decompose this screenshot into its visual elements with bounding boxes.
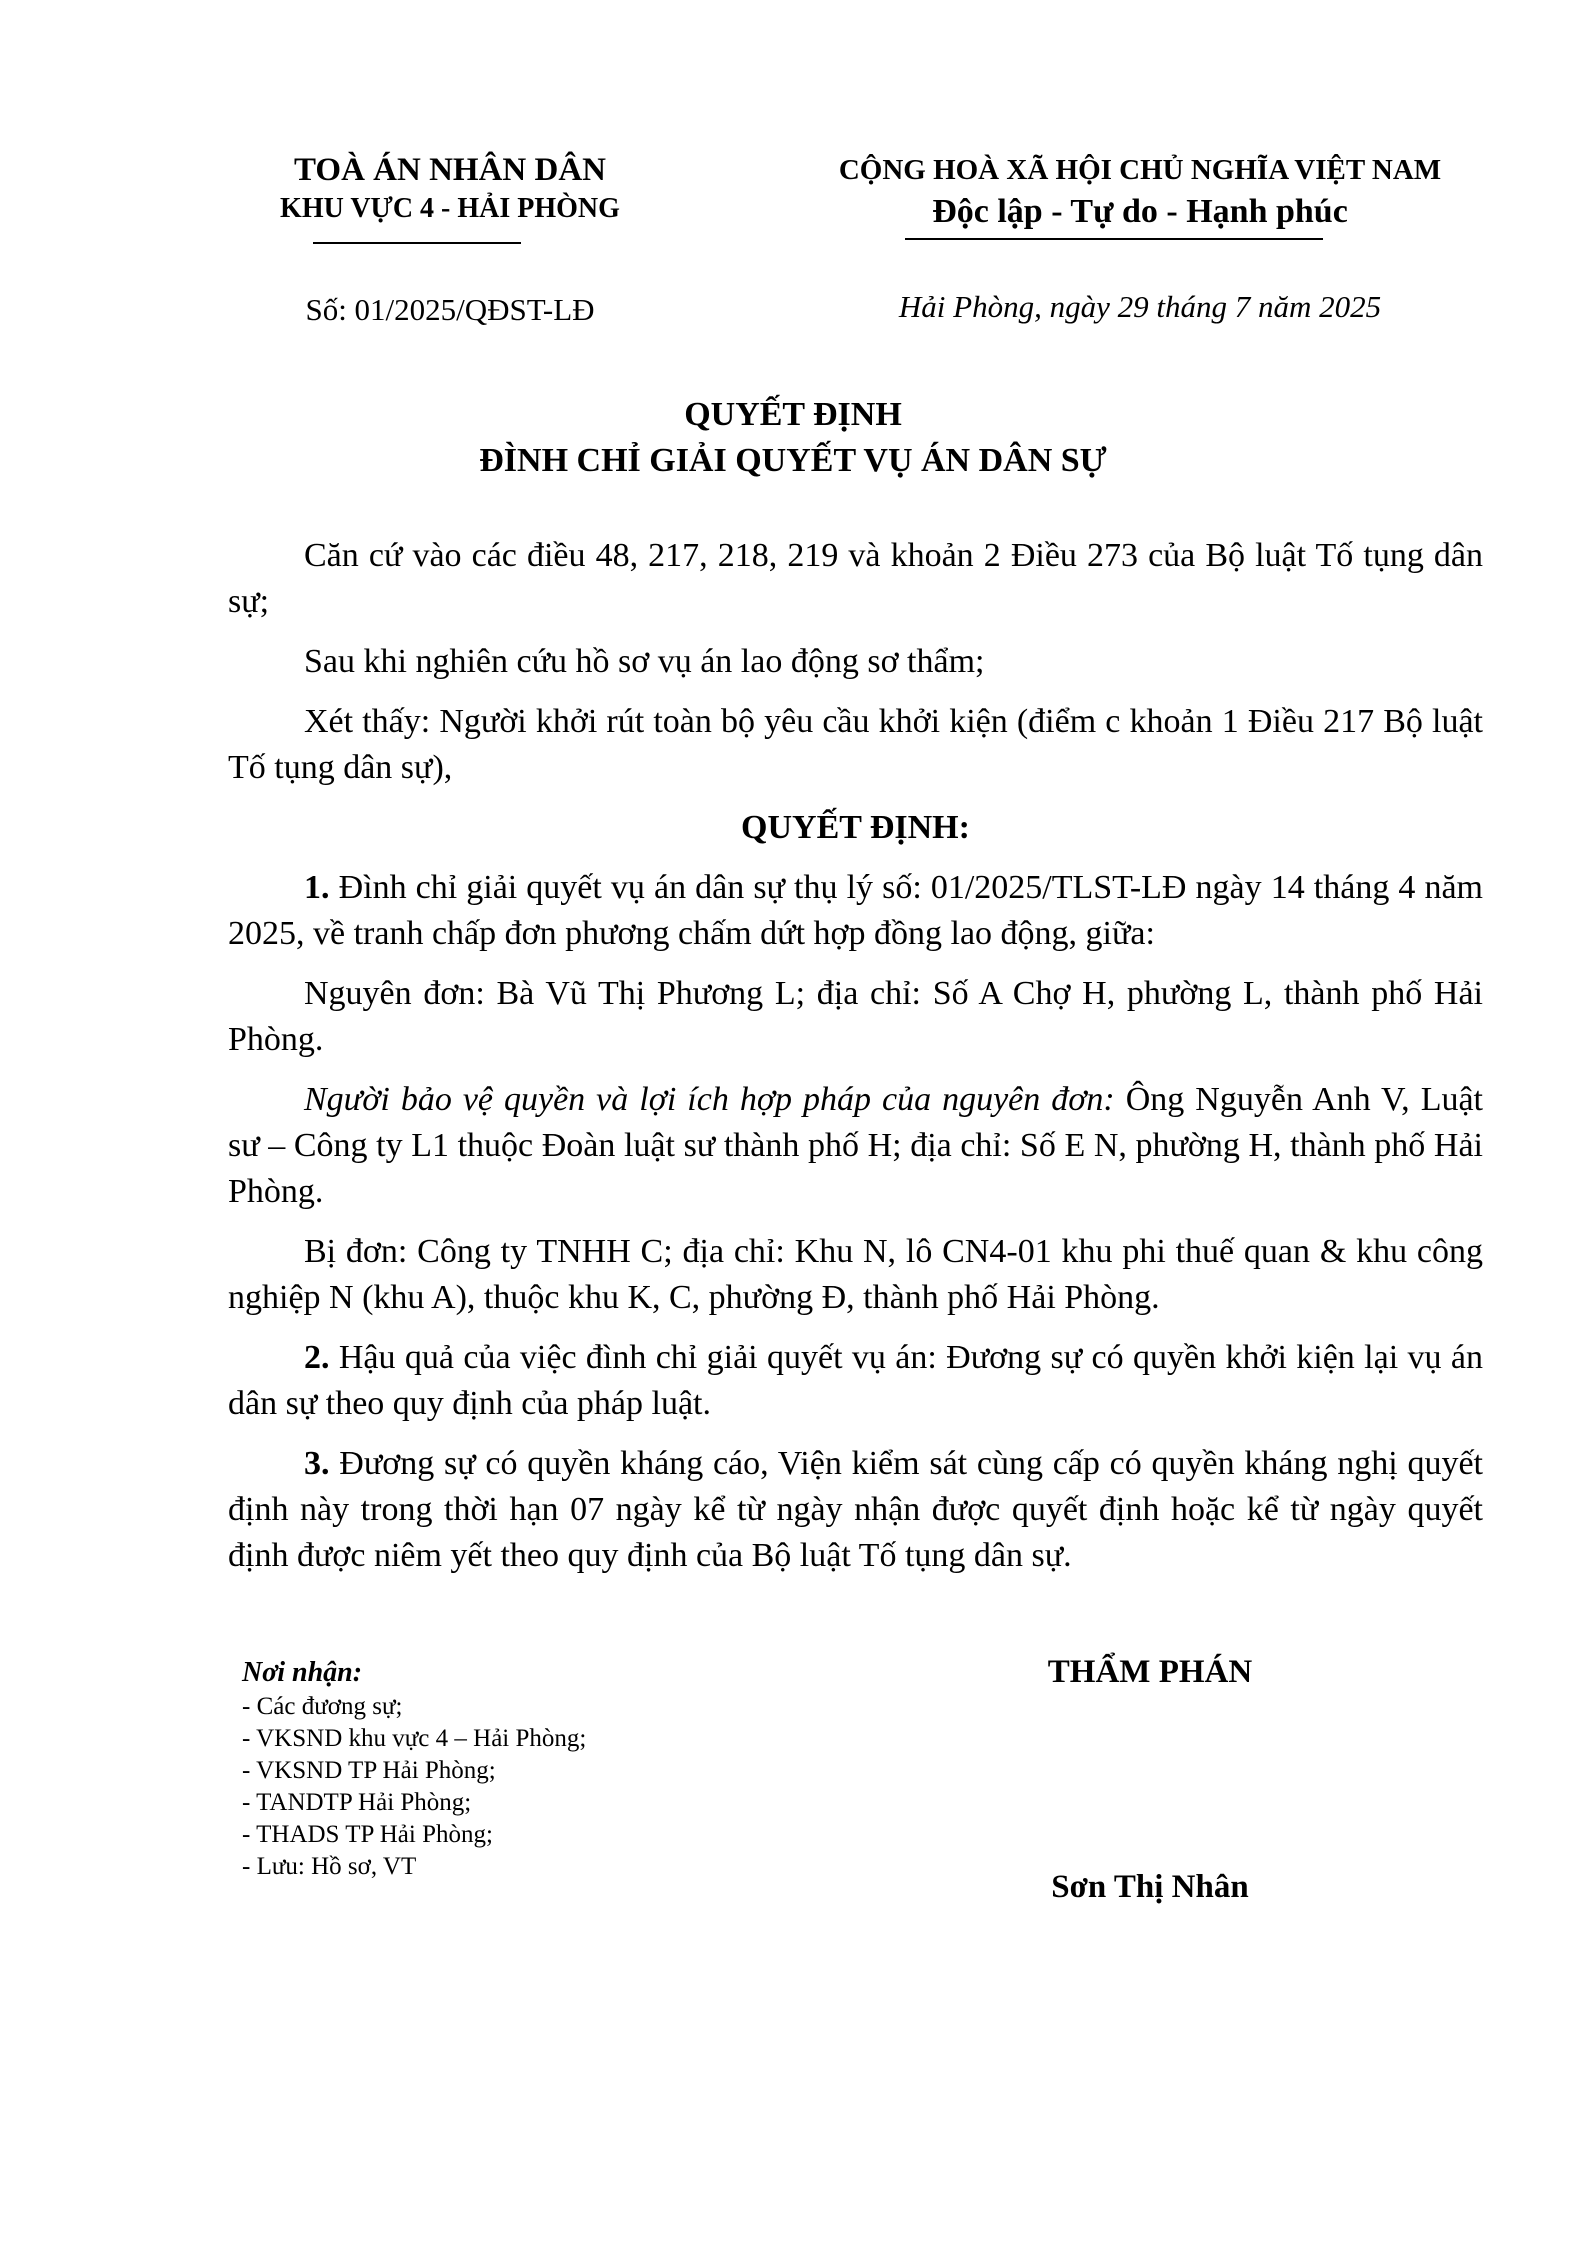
decision-item-1: [228, 865, 1483, 957]
document-number: Số: 01/2025/QĐST-LĐ: [305, 292, 595, 327]
recipient-item: - Lưu: Hồ sơ, VT: [242, 1853, 417, 1880]
motto-underline: [905, 238, 1323, 240]
recipients-list: [242, 1691, 802, 1883]
item-1-text: Đình chỉ giải quyết vụ án dân sự thụ lý số: 01/2025/TLST-LĐ ngày 14 tháng 4 năm 2025, về tranh chấp đơn phương chấm dứt hợp đồng lao động, giữa:: [228, 869, 1483, 952]
protector-paragraph: [228, 1077, 1483, 1215]
decision-item-2: [228, 1335, 1483, 1427]
recipient-item: - TANDTP Hải Phòng;: [242, 1789, 472, 1816]
legal-basis-paragraph: Căn cứ vào các điều 48, 217, 218, 219 và khoản 2 Điều 273 của Bộ luật Tố tụng dân sự;: [228, 537, 1483, 620]
court-name: TOÀ ÁN NHÂN DÂN: [294, 152, 606, 188]
document-body: [228, 533, 1483, 1593]
protector-text: Ông Nguyễn Anh V, Luật sư – Công ty L1 thuộc Đoàn luật sư thành phố H; địa chỉ: Số E N, phường H, thành phố Hải Phòng.: [228, 1081, 1483, 1210]
judge-title: THẨM PHÁN: [1047, 1654, 1253, 1690]
decision-heading: QUYẾT ĐỊNH:: [741, 809, 970, 846]
finding-paragraph: Xét thấy: Người khởi rút toàn bộ yêu cầu khởi kiện (điểm c khoản 1 Điều 217 Bộ luật Tố tụng dân sự),: [228, 703, 1483, 786]
defendant-paragraph: Bị đơn: Công ty TNHH C; địa chỉ: Khu N, lô CN4-01 khu phi thuế quan & khu công nghiệp N (khu A), thuộc khu K, C, phường Đ, thành phố Hải Phòng.: [228, 1233, 1483, 1316]
item-3-text: Đương sự có quyền kháng cáo, Viện kiểm sát cùng cấp có quyền kháng nghị quyết định này trong thời hạn 07 ngày kể từ ngày nhận được quyết định hoặc kể từ ngày quyết định được niêm yết theo quy định của Bộ luật Tố tụng dân sự.: [228, 1445, 1483, 1574]
item-2-text: Hậu quả của việc đình chỉ giải quyết vụ án: Đương sự có quyền khởi kiện lại vụ án dân sự theo quy định của pháp luật.: [228, 1339, 1483, 1422]
title-line-1: QUYẾT ĐỊNH: [684, 396, 902, 433]
judge-name: Sơn Thị Nhân: [1051, 1869, 1249, 1905]
recipient-item: - THADS TP Hải Phòng;: [242, 1821, 493, 1848]
court-area: KHU VỰC 4 - HẢI PHÒNG: [280, 193, 620, 224]
recipients-block: [242, 1655, 802, 1883]
title-line-2: ĐÌNH CHỈ GIẢI QUYẾT VỤ ÁN DÂN SỰ: [479, 442, 1107, 479]
recipient-item: - VKSND TP Hải Phòng;: [242, 1757, 496, 1784]
item-2-number: 2.: [304, 1339, 330, 1376]
plaintiff-paragraph: Nguyên đơn: Bà Vũ Thị Phương L; địa chỉ: Số A Chợ H, phường L, thành phố Hải Phòng.: [228, 975, 1483, 1058]
protector-label: Người bảo vệ quyền và lợi ích hợp pháp của nguyên đơn:: [304, 1081, 1115, 1118]
review-paragraph: Sau khi nghiên cứu hồ sơ vụ án lao động sơ thẩm;: [304, 643, 985, 680]
nation-name: CỘNG HOÀ XÃ HỘI CHỦ NGHĨA VIỆT NAM: [838, 154, 1442, 186]
recipients-heading: Nơi nhận:: [242, 1657, 363, 1688]
place-date: Hải Phòng, ngày 29 tháng 7 năm 2025: [898, 289, 1382, 324]
document-title: [200, 392, 1386, 484]
decision-item-3: [228, 1441, 1483, 1579]
nation-block: [760, 150, 1520, 234]
court-underline: [313, 242, 521, 244]
recipient-item: - Các đương sự;: [242, 1693, 403, 1720]
item-1-number: 1.: [304, 869, 330, 906]
item-3-number: 3.: [304, 1445, 330, 1482]
court-block: [230, 150, 670, 228]
recipient-item: - VKSND khu vực 4 – Hải Phòng;: [242, 1725, 587, 1752]
nation-motto: Độc lập - Tự do - Hạnh phúc: [932, 193, 1348, 230]
